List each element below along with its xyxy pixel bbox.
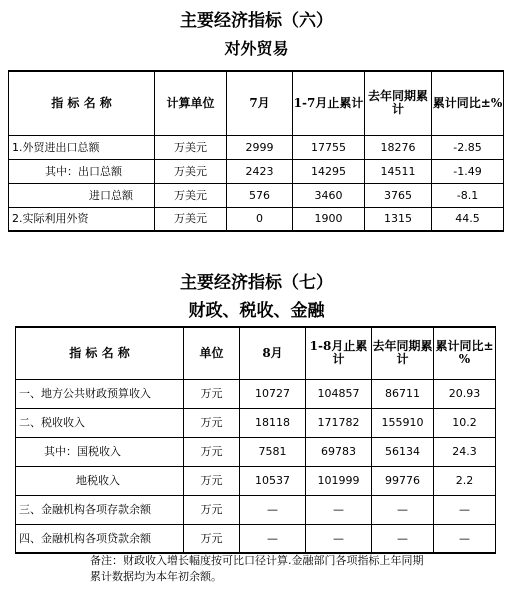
table7-footnote xyxy=(90,553,490,585)
table-row xyxy=(9,207,504,231)
table-row xyxy=(16,466,496,495)
row-cumulative: 14295 xyxy=(293,159,365,183)
header-month: 7月 xyxy=(227,71,293,135)
row-unit: 万美元 xyxy=(155,159,227,183)
header-cumulative: 1-8月止累计 xyxy=(306,327,372,379)
row-last-year: 155910 xyxy=(372,408,434,437)
table6-subtitle: 对外贸易 xyxy=(224,39,289,58)
row-last-year: 3765 xyxy=(365,183,432,207)
row-yoy: — xyxy=(434,524,496,553)
row-yoy: — xyxy=(434,495,496,524)
row-name: 四、金融机构各项贷款余额 xyxy=(16,524,184,553)
row-month: — xyxy=(240,495,306,524)
row-unit: 万美元 xyxy=(155,207,227,231)
row-yoy: 20.93 xyxy=(434,379,496,408)
row-name: 1.外贸进出口总额 xyxy=(9,135,155,159)
row-unit: 万元 xyxy=(184,437,240,466)
row-month: 10727 xyxy=(240,379,306,408)
row-name: 二、税收收入 xyxy=(16,408,184,437)
header-month: 8月 xyxy=(240,327,306,379)
row-cumulative: 17755 xyxy=(293,135,365,159)
table-row xyxy=(16,524,496,553)
row-month: 18118 xyxy=(240,408,306,437)
row-yoy: -2.85 xyxy=(432,135,504,159)
row-last-year: — xyxy=(372,495,434,524)
row-cumulative: 101999 xyxy=(306,466,372,495)
row-last-year: 18276 xyxy=(365,135,432,159)
table-row xyxy=(16,408,496,437)
row-yoy: 2.2 xyxy=(434,466,496,495)
row-cumulative: — xyxy=(306,524,372,553)
table-row xyxy=(9,183,504,207)
footnote-line-2: 累计数据均为本年初余额。 xyxy=(90,570,222,583)
table6-title: 主要经济指标（六） xyxy=(180,11,333,31)
row-cumulative: 3460 xyxy=(293,183,365,207)
row-last-year: 1315 xyxy=(365,207,432,231)
foreign-trade-table xyxy=(8,70,504,232)
row-month: 7581 xyxy=(240,437,306,466)
row-last-year: — xyxy=(372,524,434,553)
row-month: 2999 xyxy=(227,135,293,159)
row-yoy: -1.49 xyxy=(432,159,504,183)
table7-title: 主要经济指标（七） xyxy=(180,273,333,293)
table-row xyxy=(16,379,496,408)
row-month: 576 xyxy=(227,183,293,207)
header-last-year: 去年同期累计 xyxy=(365,71,432,135)
row-name: 地税收入 xyxy=(16,466,184,495)
row-cumulative: 104857 xyxy=(306,379,372,408)
row-unit: 万元 xyxy=(184,495,240,524)
row-unit: 万美元 xyxy=(155,135,227,159)
row-month: 0 xyxy=(227,207,293,231)
row-unit: 万元 xyxy=(184,408,240,437)
footnote-line-1: 备注：财政收入增长幅度按可比口径计算.金融部门各项指标上年同期 xyxy=(90,554,424,567)
row-name: 一、地方公共财政预算收入 xyxy=(16,379,184,408)
row-yoy: -8.1 xyxy=(432,183,504,207)
table7-subtitle: 财政、税收、金融 xyxy=(188,301,325,321)
row-unit: 万美元 xyxy=(155,183,227,207)
table-row xyxy=(9,159,504,183)
row-last-year: 86711 xyxy=(372,379,434,408)
row-unit: 万元 xyxy=(184,379,240,408)
header-yoy: 累计同比±% xyxy=(432,71,504,135)
row-yoy: 10.2 xyxy=(434,408,496,437)
finance-tax-table xyxy=(15,326,496,554)
table-row xyxy=(16,437,496,466)
row-name: 2.实际利用外资 xyxy=(9,207,155,231)
row-unit: 万元 xyxy=(184,524,240,553)
row-cumulative: 69783 xyxy=(306,437,372,466)
row-cumulative: 171782 xyxy=(306,408,372,437)
header-cumulative: 1-7月止累计 xyxy=(293,71,365,135)
row-last-year: 56134 xyxy=(372,437,434,466)
header-indicator-name: 指 标 名 称 xyxy=(9,71,155,135)
row-month: 2423 xyxy=(227,159,293,183)
row-last-year: 14511 xyxy=(365,159,432,183)
table-row xyxy=(9,135,504,159)
row-month: — xyxy=(240,524,306,553)
row-yoy: 24.3 xyxy=(434,437,496,466)
header-unit: 计算单位 xyxy=(155,71,227,135)
row-yoy: 44.5 xyxy=(432,207,504,231)
table-row xyxy=(16,495,496,524)
row-name: 其中：出口总额 xyxy=(9,159,155,183)
header-unit: 单位 xyxy=(184,327,240,379)
header-last-year: 去年同期累计 xyxy=(372,327,434,379)
header-yoy: 累计同比±% xyxy=(434,327,496,379)
row-name: 三、金融机构各项存款余额 xyxy=(16,495,184,524)
row-cumulative: — xyxy=(306,495,372,524)
row-last-year: 99776 xyxy=(372,466,434,495)
header-indicator-name: 指 标 名 称 xyxy=(16,327,184,379)
row-month: 10537 xyxy=(240,466,306,495)
row-name: 其中：国税收入 xyxy=(16,437,184,466)
row-unit: 万元 xyxy=(184,466,240,495)
row-name: 进口总额 xyxy=(9,183,155,207)
row-cumulative: 1900 xyxy=(293,207,365,231)
